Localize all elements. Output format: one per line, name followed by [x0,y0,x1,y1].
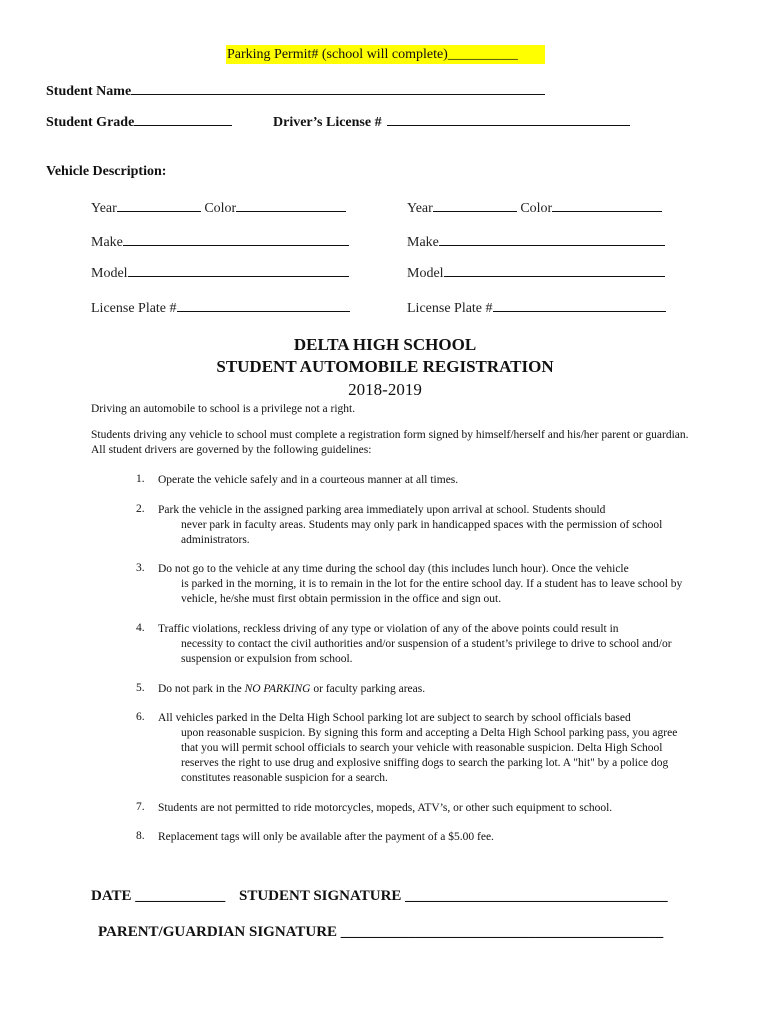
vehicle2-year-row [407,199,662,217]
student-grade-row [46,113,232,131]
rule-number: 4. [136,622,145,634]
rule-text-continued: necessity to contact the civil authorities and/or suspension of a student’s privilege to drive to school and/or suspension or expulsion from school. [181,638,672,665]
vehicle1-color-label: Color [204,201,237,216]
date-field[interactable]: DATE ____________ [91,888,226,904]
rule-item [158,503,690,548]
rule-number: 1. [136,473,145,485]
vehicle1-plate-label: License Plate # [91,301,177,316]
drivers-license-label: Driver’s License # [273,115,382,130]
vehicle2-model-row [407,264,665,282]
school-year: 2018-2019 [348,380,422,399]
parking-permit-field[interactable]: Parking Permit# (school will complete)__________ [226,45,545,64]
rule-number: 5. [136,682,145,694]
vehicle2-model-label: Model [407,266,444,281]
vehicle1-model-row [91,264,349,282]
vehicle2-plate-label: License Plate # [407,301,493,316]
student-signature-field[interactable]: STUDENT SIGNATURE ___________________________________ [239,888,668,904]
vehicle2-year-label: Year [407,201,433,216]
rule-text-continued: is parked in the morning, it is to remain in the lot for the entire school day. If a student has to leave school by vehicle, he/she must first obtain permission in the office and sign out. [181,578,683,605]
rule-item [158,801,690,816]
student-name-field[interactable] [131,82,545,95]
rule-number: 3. [136,562,145,574]
student-name-row [46,82,545,100]
vehicle2-make-label: Make [407,235,439,250]
drivers-license-field[interactable] [387,113,630,126]
drivers-license-row [273,113,630,131]
form-title: STUDENT AUTOMOBILE REGISTRATION [216,357,554,376]
vehicle2-make-field[interactable] [439,233,665,246]
rule-number: 6. [136,711,145,723]
rule-item [158,622,690,667]
vehicle1-make-row [91,233,349,251]
rule-text-part: Do not park in the [158,683,245,695]
rule-text: Traffic violations, reckless driving of any type or violation of any of the above points could result in [158,623,619,635]
rule-item [158,682,690,697]
vehicle1-year-row [91,199,346,217]
rule-text: Do not go to the vehicle at any time during the school day (this includes lunch hour). Once the vehicle [158,563,629,575]
rule-item [158,473,690,488]
vehicle2-model-field[interactable] [444,264,665,277]
vehicle1-year-field[interactable] [117,199,201,212]
rule-text-continued: upon reasonable suspicion. By signing this form and accepting a Delta High School parking pass, you agree that you will permit school officials to search your vehicle with reasonable suspicion. Delta High School reserves the right to use drug and explosive sniffing dogs to search the parking lot. A "hit" by a police dog constitutes reasonable suspicion for a search. [181,727,678,784]
student-grade-label: Student Grade [46,115,135,130]
vehicle1-color-field[interactable] [236,199,346,212]
rule-text: All vehicles parked in the Delta High School parking lot are subject to search by school officials based [158,712,631,724]
parent-signature-field[interactable]: PARENT/GUARDIAN SIGNATURE ___________________________________________ [98,924,664,940]
vehicle2-year-field[interactable] [433,199,517,212]
rule-number: 8. [136,830,145,842]
no-parking-emphasis: NO PARKING [244,683,311,695]
rule-number: 7. [136,801,145,813]
vehicle1-plate-field[interactable] [177,299,350,312]
rule-text [158,682,690,697]
intro-guidelines: Students driving any vehicle to school must complete a registration form signed by himself/herself and his/her parent or guardian. All student drivers are governed by the following guidelines: [91,429,689,456]
rule-text-part: or faculty parking areas. [310,683,426,695]
intro-privilege: Driving an automobile to school is a privilege not a right. [91,403,356,415]
rule-number: 2. [136,503,145,515]
vehicle2-plate-field[interactable] [493,299,666,312]
vehicle2-color-field[interactable] [552,199,662,212]
vehicle1-make-label: Make [91,235,123,250]
rule-text: Park the vehicle in the assigned parking area immediately upon arrival at school. Students should [158,504,606,516]
vehicle1-make-field[interactable] [123,233,349,246]
vehicle2-make-row [407,233,665,251]
vehicle-description-label: Vehicle Description: [46,164,167,179]
rule-item [158,562,690,607]
rule-item [158,711,690,786]
school-title: DELTA HIGH SCHOOL [293,335,477,354]
student-name-label: Student Name [46,84,132,99]
vehicle1-year-label: Year [91,201,117,216]
student-grade-field[interactable] [134,113,232,126]
rule-text: Students are not permitted to ride motorcycles, mopeds, ATV’s, or other such equipment to school. [158,802,613,814]
rule-text: Operate the vehicle safely and in a courteous manner at all times. [158,474,459,486]
vehicle2-plate-row [407,299,666,317]
vehicle1-plate-row [91,299,350,317]
vehicle1-model-field[interactable] [128,264,349,277]
rule-text-continued: never park in faculty areas. Students may only park in handicapped spaces with the permission of school administrators. [181,519,663,546]
vehicle2-color-label: Color [520,201,553,216]
rule-text: Replacement tags will only be available after the payment of a $5.00 fee. [158,831,494,843]
vehicle1-model-label: Model [91,266,128,281]
rule-item [158,830,690,845]
